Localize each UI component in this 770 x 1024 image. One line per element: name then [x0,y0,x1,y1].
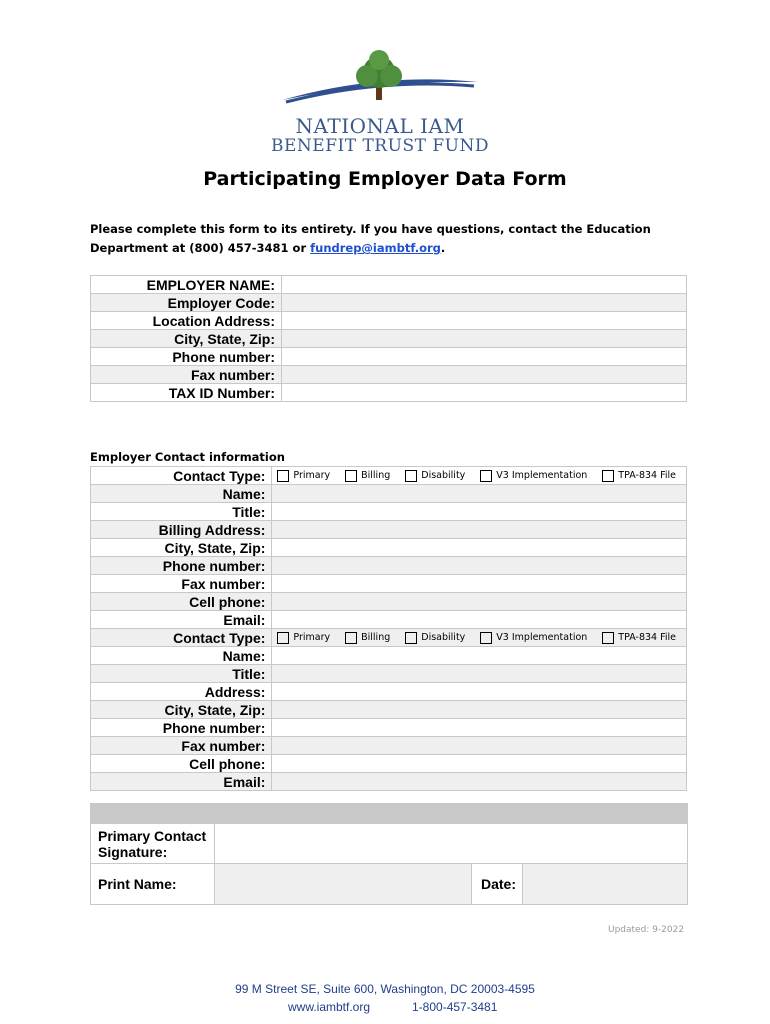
employer-field-input[interactable] [282,348,687,366]
footer-website[interactable]: www.iambtf.org [288,1000,371,1014]
employer-field-input[interactable] [282,366,687,384]
employer-row [91,348,687,366]
contact-type-primary[interactable] [272,470,330,482]
contact1-field-input[interactable] [272,521,687,539]
employer-field-input[interactable] [282,330,687,348]
signature-table [90,803,688,905]
checkbox-label: Disability [421,632,466,643]
contact1-row [91,611,687,629]
contact-type-disability[interactable] [400,632,465,644]
employer-row [91,384,687,402]
logo [262,42,498,154]
contact2-field-input[interactable] [272,719,687,737]
page-title: Participating Employer Data Form [203,168,567,190]
contact2-row [91,665,687,683]
contact-type-v3-implementation[interactable] [475,632,587,644]
contact1-row [91,593,687,611]
contact2-row [91,755,687,773]
contact1-field-input[interactable] [272,503,687,521]
signature-divider [91,804,688,824]
contact2-row [91,719,687,737]
contact2-field-input[interactable] [272,701,687,719]
contacts-table [90,466,687,791]
contact-type-primary[interactable] [272,632,330,644]
checkbox-label: TPA-834 File [618,632,676,643]
contact2-row [91,701,687,719]
employer-table [90,275,687,402]
contact2-field-input[interactable] [272,773,687,791]
contact1-row [91,539,687,557]
contact2-row [91,629,687,647]
contact1-contact-type-options [272,470,686,482]
contact-type-billing[interactable] [340,632,390,644]
contact1-field-input[interactable] [272,575,687,593]
contact2-row [91,683,687,701]
checkbox[interactable] [602,632,614,644]
checkbox[interactable] [602,470,614,482]
checkbox-label: V3 Implementation [496,470,588,481]
contact2-contact-type-options [272,632,686,644]
contact-type-tpa-834-file[interactable] [597,470,676,482]
contact2-field-label: City, State, Zip: [91,701,272,719]
employer-field-input[interactable] [282,276,687,294]
employer-field-label: TAX ID Number: [91,384,282,402]
checkbox[interactable] [480,470,492,482]
contact-type-billing[interactable] [340,470,390,482]
checkbox[interactable] [345,632,357,644]
contact2-field-label: Phone number: [91,719,272,737]
contact2-field-input[interactable] [272,755,687,773]
checkbox[interactable] [405,632,417,644]
contact1-field-input[interactable] [272,467,687,485]
contact2-field-input[interactable] [272,629,687,647]
checkbox-label: Billing [361,632,391,643]
checkbox-label: V3 Implementation [496,632,588,643]
contact1-field-input[interactable] [272,485,687,503]
contact1-field-label: Fax number: [91,575,272,593]
contact-type-tpa-834-file[interactable] [597,632,676,644]
employer-row [91,366,687,384]
checkbox[interactable] [480,632,492,644]
contact2-field-label: Cell phone: [91,755,272,773]
employer-field-label: Location Address: [91,312,282,330]
updated-note: Updated: 9-2022 [608,925,685,935]
contact2-field-label: Email: [91,773,272,791]
checkbox-label: Disability [421,470,466,481]
intro-body: Please complete this form to its entirety. If you have questions, contact the Education Department at (800) 457-3481 or [90,222,651,255]
signature-field[interactable] [215,824,688,864]
email-link[interactable]: fundrep@iambtf.org [310,241,441,255]
signature-label: Primary Contact Signature: [91,824,215,864]
footer-phone: 1-800-457-3481 [412,1000,498,1014]
contact1-field-label: Cell phone: [91,593,272,611]
checkbox[interactable] [277,632,289,644]
employer-field-label: Fax number: [91,366,282,384]
contact2-field-label: Fax number: [91,737,272,755]
logo-line2: BENEFIT TRUST FUND [271,136,489,156]
intro-text [90,220,690,258]
contact2-row [91,773,687,791]
print-name-label: Print Name: [91,864,215,905]
contact2-field-input[interactable] [272,647,687,665]
employer-row [91,330,687,348]
checkbox-label: Billing [361,470,391,481]
logo-line1: NATIONAL IAM [295,114,465,138]
contact1-field-label: Phone number: [91,557,272,575]
footer-address: 99 M Street SE, Suite 600, Washington, DC 20003-4595 [235,982,535,996]
contact1-field-input[interactable] [272,611,687,629]
employer-field-label: City, State, Zip: [91,330,282,348]
checkbox-label: Primary [293,632,331,643]
contact1-field-label: Contact Type: [91,467,272,485]
employer-field-input[interactable] [282,384,687,402]
contact1-field-input[interactable] [272,593,687,611]
contact1-field-input[interactable] [272,557,687,575]
contact1-row [91,467,687,485]
contact-section-label: Employer Contact information [90,450,285,464]
contact1-row [91,557,687,575]
employer-field-input[interactable] [282,294,687,312]
contact1-row [91,485,687,503]
contact-type-disability[interactable] [400,470,465,482]
contact2-field-label: Title: [91,665,272,683]
date-field[interactable] [523,864,688,905]
checkbox-label: TPA-834 File [618,470,676,481]
checkbox[interactable] [277,470,289,482]
employer-field-input[interactable] [282,312,687,330]
intro-end: . [440,241,446,255]
contact2-row [91,737,687,755]
contact2-field-input[interactable] [272,665,687,683]
contact1-row [91,521,687,539]
date-label: Date: [472,864,523,905]
contact1-row [91,503,687,521]
contact1-row [91,575,687,593]
contact2-field-input[interactable] [272,683,687,701]
contact1-field-label: Billing Address: [91,521,272,539]
employer-row [91,276,687,294]
contact2-row [91,647,687,665]
contact1-field-label: City, State, Zip: [91,539,272,557]
checkbox[interactable] [345,470,357,482]
contact2-field-label: Address: [91,683,272,701]
employer-field-label: EMPLOYER NAME: [91,276,282,294]
contact1-field-input[interactable] [272,539,687,557]
employer-row [91,294,687,312]
employer-field-label: Employer Code: [91,294,282,312]
print-name-field[interactable] [215,864,472,905]
contact-type-v3-implementation[interactable] [475,470,587,482]
employer-field-label: Phone number: [91,348,282,366]
contact1-field-label: Title: [91,503,272,521]
employer-row [91,312,687,330]
contact2-field-label: Name: [91,647,272,665]
checkbox-label: Primary [293,470,331,481]
checkbox[interactable] [405,470,417,482]
contact1-field-label: Name: [91,485,272,503]
tree-logo-icon [262,42,498,112]
contact2-field-label: Contact Type: [91,629,272,647]
contact1-field-label: Email: [91,611,272,629]
contact2-field-input[interactable] [272,737,687,755]
